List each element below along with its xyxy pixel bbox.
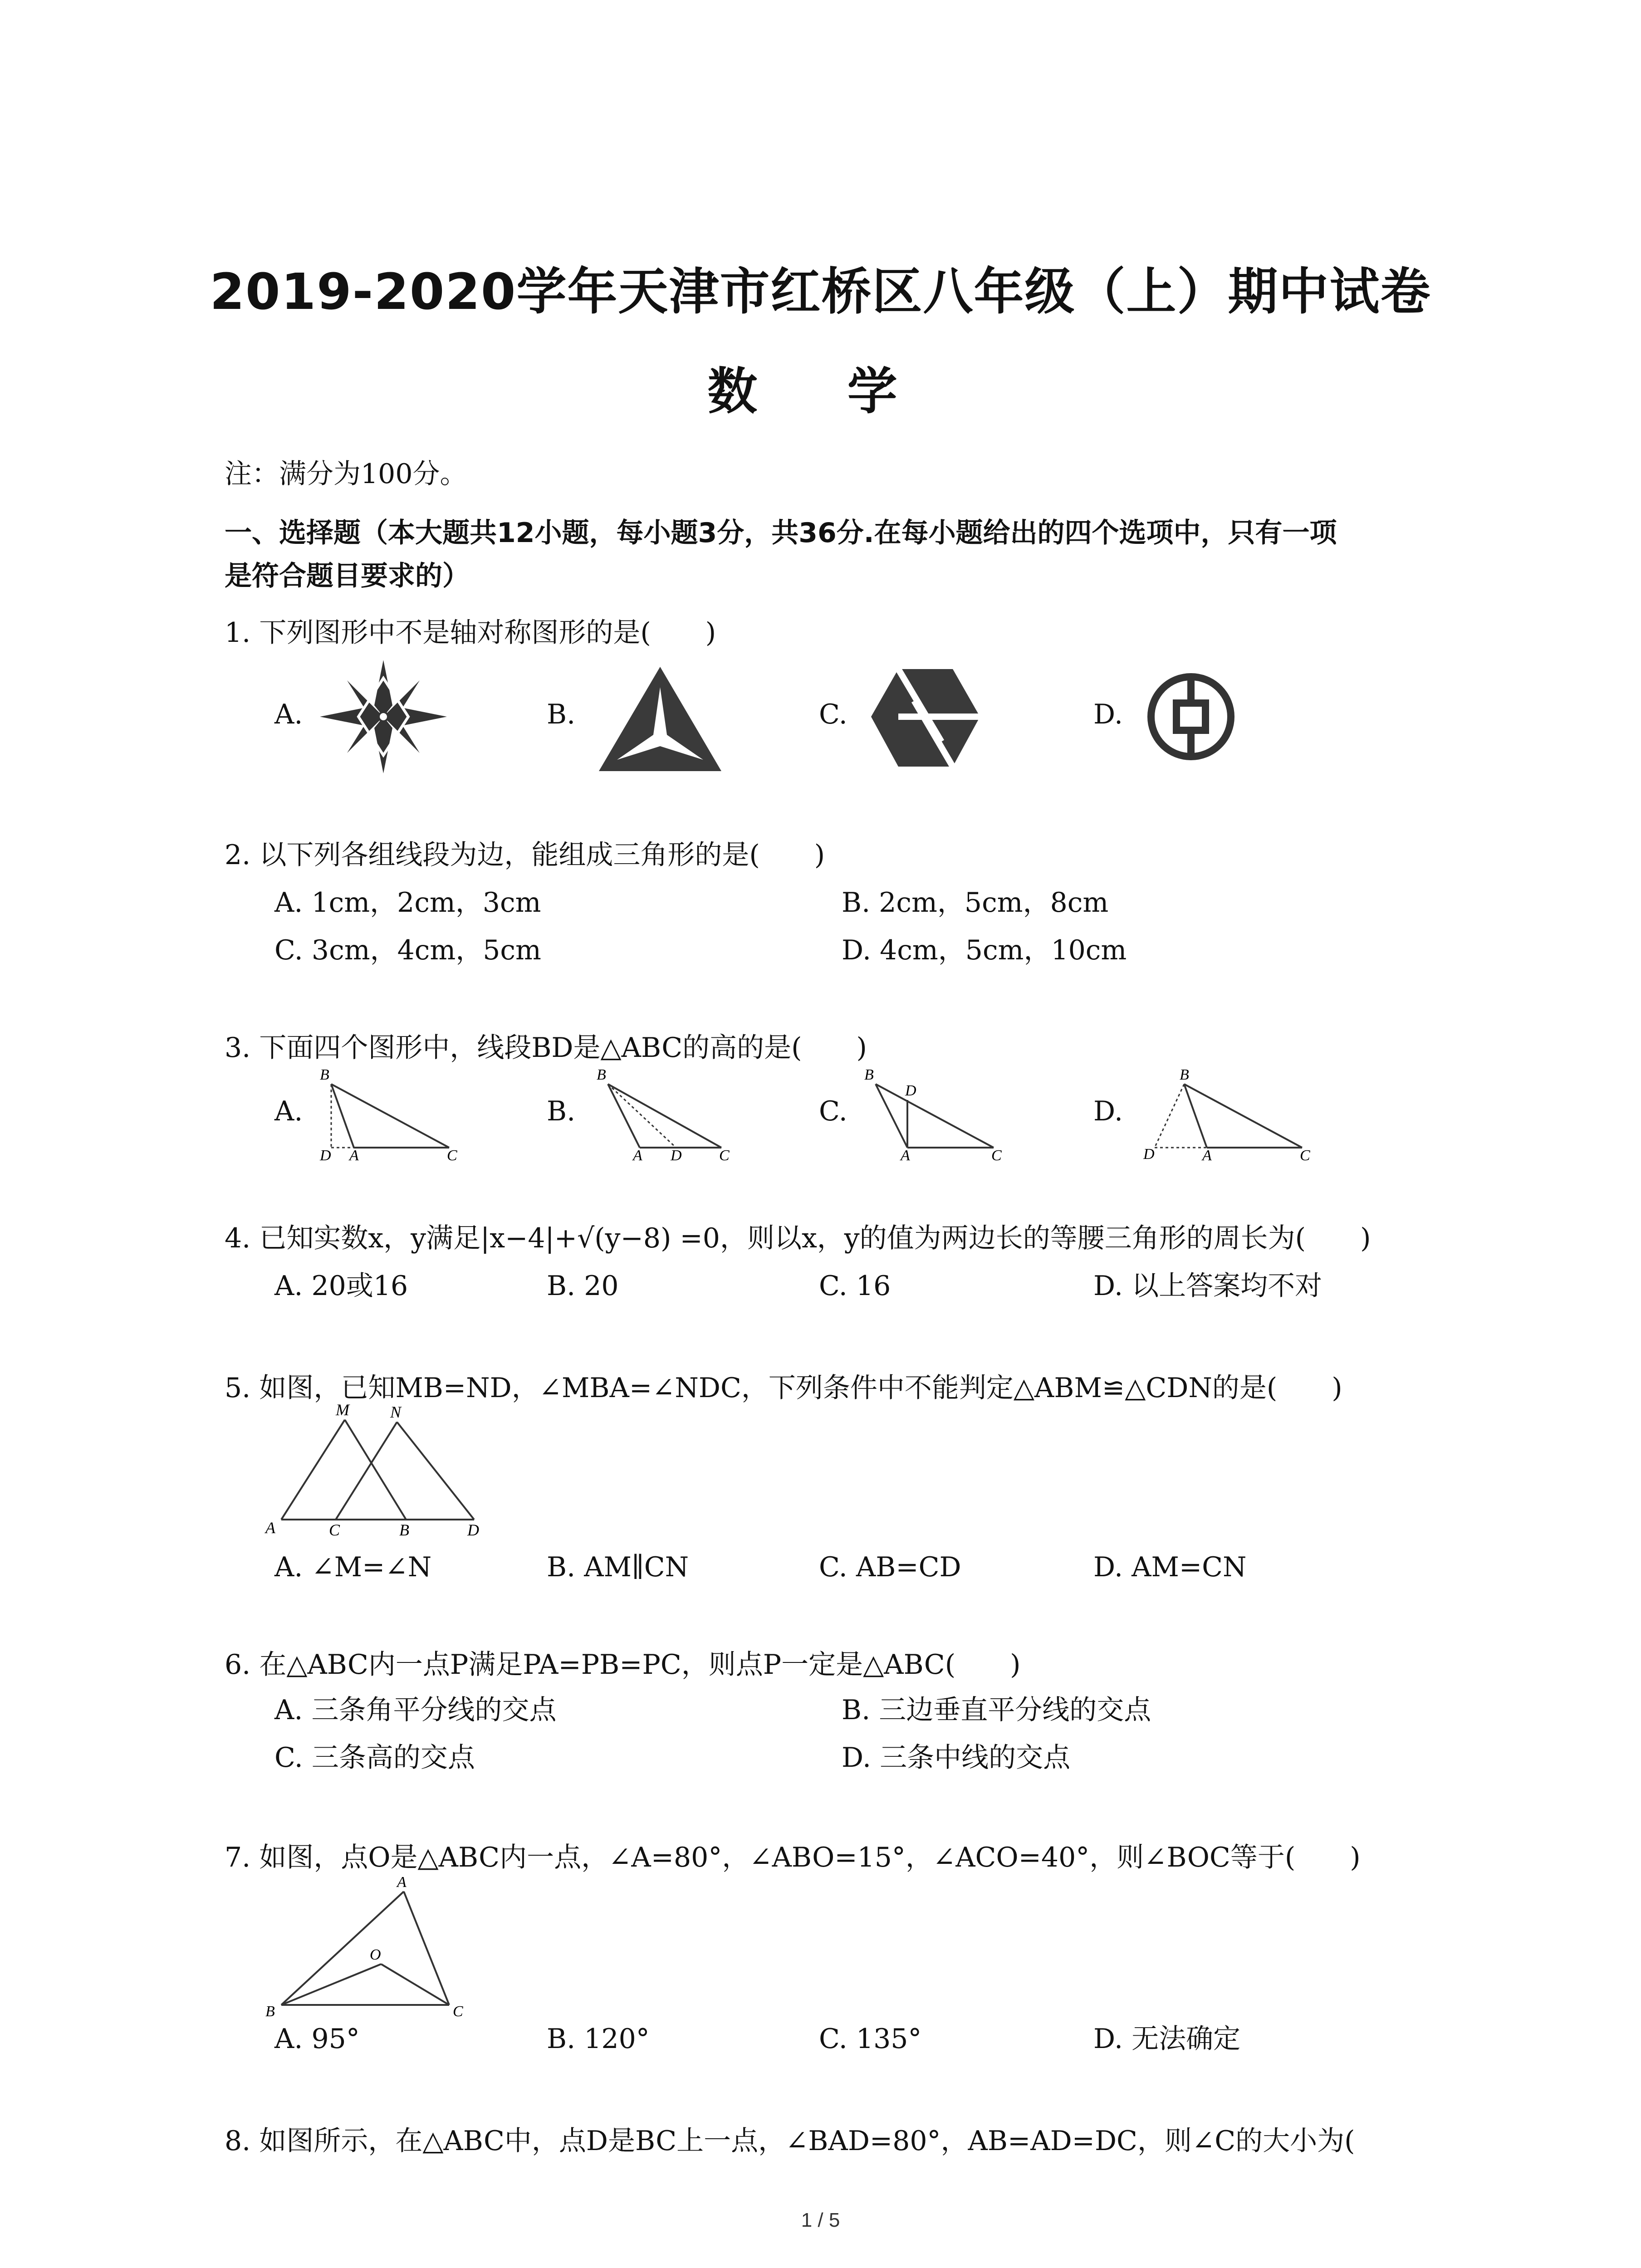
- q3-option-c: C.: [819, 1095, 847, 1127]
- q5-label-n: N: [390, 1403, 402, 1421]
- q7-option-b: B. 120°: [547, 2023, 650, 2055]
- q3d-label-d: D: [1143, 1146, 1155, 1161]
- coin-symbol-figure: [1146, 671, 1236, 762]
- q2-option-a: A. 1cm，2cm，3cm: [274, 887, 541, 919]
- q4-option-c: C. 16: [819, 1270, 891, 1302]
- exam-title: 2019-2020学年天津市红桥区八年级（上）期中试卷: [210, 263, 1431, 321]
- q3b-label-a: A: [633, 1147, 642, 1161]
- question-8-stem: 8. 如图所示，在△ABC中，点D是BC上一点，∠BAD=80°，AB=AD=DC，则∠C的大小为(: [225, 2125, 1355, 2157]
- q1-option-c: C.: [819, 699, 847, 730]
- q3-option-a: A.: [274, 1095, 303, 1127]
- q3-figure-b: [594, 1066, 740, 1161]
- q5-option-c: C. AB=CD: [819, 1551, 961, 1583]
- q2-option-b: B. 2cm，5cm，8cm: [842, 887, 1109, 919]
- q5-option-d: D. AM=CN: [1093, 1551, 1247, 1583]
- q7-label-b: B: [265, 2003, 275, 2020]
- q1-option-d: D.: [1093, 699, 1123, 730]
- q4-option-a: A. 20或16: [274, 1270, 408, 1302]
- q3-figure-a: [318, 1066, 463, 1161]
- q5-label-a: A: [265, 1519, 275, 1537]
- q7-label-o: O: [370, 1946, 381, 1963]
- section-heading-line2: 是符合题目要求的）: [225, 560, 470, 592]
- q3a-label-a: A: [349, 1147, 359, 1161]
- q4-option-b: B. 20: [547, 1270, 619, 1302]
- q3c-label-b: B: [864, 1066, 874, 1083]
- q2-option-d: D. 4cm，5cm，10cm: [842, 934, 1127, 966]
- question-4-stem: 4. 已知实数x，y满足|x−4|+√(y−8) =0，则以x，y的值为两边长的等腰三角形的周长为( ): [225, 1222, 1371, 1254]
- score-note: 注：满分为100分。: [225, 458, 467, 490]
- q4-option-d: D. 以上答案均不对: [1093, 1270, 1323, 1302]
- q6-option-b: B. 三边垂直平分线的交点: [842, 1694, 1151, 1726]
- q3a-label-c: C: [447, 1147, 457, 1161]
- page-number: 1 / 5: [801, 2209, 840, 2231]
- section-heading-line1: 一、选择题（本大题共12小题，每小题3分，共36分.在每小题给出的四个选项中，只有一项: [225, 517, 1337, 549]
- q7-option-a: A. 95°: [274, 2023, 360, 2055]
- q3-option-b: B.: [547, 1095, 576, 1127]
- q6-option-a: A. 三条角平分线的交点: [274, 1694, 557, 1726]
- q5-label-m: M: [336, 1402, 349, 1419]
- q7-label-a: A: [397, 1874, 407, 1891]
- q3b-label-d: D: [671, 1147, 682, 1161]
- hexagon-logo-figure: [871, 669, 980, 767]
- q3d-label-b: B: [1180, 1066, 1189, 1083]
- q3d-label-a: A: [1202, 1147, 1212, 1161]
- question-1-stem: 1. 下列图形中不是轴对称图形的是( ): [225, 617, 716, 649]
- q5-figure: [261, 1402, 497, 1538]
- q1-option-b: B.: [547, 699, 576, 730]
- q1-option-a: A.: [274, 699, 303, 730]
- q5-label-d: D: [467, 1521, 479, 1538]
- q5-label-b: B: [399, 1521, 409, 1538]
- question-7-stem: 7. 如图，点O是△ABC内一点，∠A=80°，∠ABO=15°，∠ACO=40°，则∠BOC等于( ): [225, 1842, 1361, 1873]
- q3-option-d: D.: [1093, 1095, 1123, 1127]
- q3c-label-a: A: [901, 1147, 910, 1161]
- q6-option-c: C. 三条高的交点: [274, 1742, 475, 1774]
- q3c-label-c: C: [991, 1147, 1002, 1161]
- q3d-label-c: C: [1300, 1147, 1310, 1161]
- q3a-label-b: B: [320, 1066, 329, 1083]
- q5-option-b: B. AM∥CN: [547, 1551, 689, 1583]
- question-3-stem: 3. 下面四个图形中，线段BD是△ABC的高的是( ): [225, 1032, 867, 1064]
- q2-option-c: C. 3cm，4cm，5cm: [274, 934, 541, 966]
- q5-option-a: A. ∠M=∠N: [274, 1551, 432, 1583]
- triangle-star-figure: [599, 667, 721, 771]
- q3a-label-d: D: [320, 1147, 331, 1161]
- q3b-label-b: B: [597, 1066, 606, 1083]
- subject-title: 数 学: [707, 362, 934, 420]
- q3c-label-d: D: [905, 1082, 916, 1099]
- q3-figure-d: [1134, 1066, 1316, 1161]
- q7-label-c: C: [453, 2003, 463, 2020]
- q6-option-d: D. 三条中线的交点: [842, 1742, 1071, 1774]
- question-5-stem: 5. 如图，已知MB=ND，∠MBA=∠NDC，下列条件中不能判定△ABM≌△CDN的是( ): [225, 1372, 1342, 1404]
- compass-star-figure: [320, 660, 447, 773]
- q7-figure: [263, 1873, 476, 2023]
- q3-figure-c: [857, 1066, 1007, 1161]
- q7-option-d: D. 无法确定: [1093, 2023, 1241, 2055]
- q5-label-c: C: [329, 1521, 340, 1538]
- question-2-stem: 2. 以下列各组线段为边，能组成三角形的是( ): [225, 839, 825, 871]
- q3b-label-c: C: [719, 1147, 730, 1161]
- q7-option-c: C. 135°: [819, 2023, 922, 2055]
- question-6-stem: 6. 在△ABC内一点P满足PA=PB=PC，则点P一定是△ABC( ): [225, 1649, 1021, 1681]
